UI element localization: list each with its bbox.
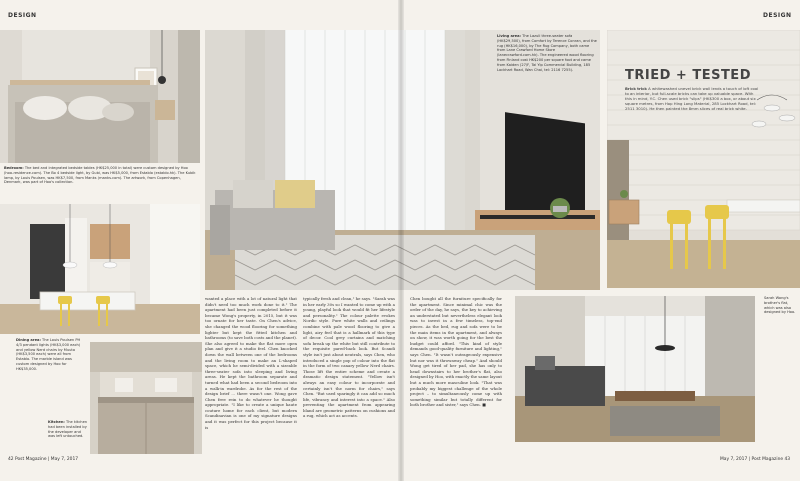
bedroom-caption-text: The bed and integrated bedside tables (HK$25,000 in total) were custom designed by Hoo (hoo-residence.com). The Bo 4 bedside light, by Gubi, was HK$5,000, from Establo (establo.hk). The Kubik lamp, by Louis Poulsen, was HK$7,500, from Manks (manks.com). The artwork, from Copenhagen, Denmark, was part of Hoo's collection.: [4, 166, 196, 185]
section-label-right: DESIGN: [763, 12, 792, 19]
dining-caption: [16, 338, 86, 372]
folio-right: May 7, 2017 | Post Magazine 43: [720, 457, 791, 462]
dining-photo: [0, 204, 200, 334]
tried-tested-text: A whitewashed unevel brick wall lends a touch of loft cool to an interior, but full-scale bricks can take up valuable space. With this in mind, Y.C. Chen used brick "slips" (HK$300 a box, or about six square metres, from Hop Hing Long Material, 285 Lockhart Road, tel: 2511 3010). He then painted the 8mm slices of real brick white.: [625, 86, 759, 111]
kitchen-caption-label: Kitchen:: [48, 420, 65, 424]
kitchen-illustration: [90, 342, 202, 454]
section-label-left: DESIGN: [8, 12, 37, 19]
bedroom-caption: [4, 166, 196, 185]
brother-flat-illustration: [515, 296, 755, 442]
body-column-1: wanted a place with a lot of natural light that didn't need too much work done to it." The apartment had been just completed before it became Wong's property, in 2015, but it was too ornate for her taste. On Chen's advice, she changed the wood flooring for something lighter but kept the fitted kitchen and bathrooms (to save both costs and the planet). She also agreed to make the flat more open plan and give it a studio feel. Chen knocked down the wall between one of the bedrooms and the living room to make an L-shaped space, which he semi-divided with a sizeable three-seater sofa into sleeping and living areas. He kept the bathroom separate and turned what had been a second bedroom into a walk-in wardrobe. As for the rest of the design brief ... there wasn't one. Wong gave Chen free rein to do whatever he thought appropriate. "I like to create a unique haute couture home for each client, but modern Scandinavian is one of my signature designs and it was perfect for this project because it is: [205, 296, 297, 430]
brother-flat-photo: [515, 296, 755, 442]
kitchen-photo: [90, 342, 202, 454]
living-caption: [497, 34, 597, 72]
sarah-flat-caption: Sarah Wong's brother's flat, which was also designed by Hoo.: [764, 296, 796, 315]
dining-illustration: [0, 204, 200, 334]
bedroom-illustration: [0, 30, 200, 163]
tried-tested-title: TRIED + TESTED: [625, 68, 751, 83]
folio-left: 42 Post Magazine | May 7, 2017: [8, 457, 79, 462]
living-caption-text: The Lazuli three-seater sofa (HK$29,500), from Comfort by Terence Conran, and the rug (HK$16,000), by The Rug Company, both came from Lane Crawford Home Store (lanecrawford.com.hk). The engineered wood flooring from Finland cost HK$200 per square foot and came from Kaiden (27/F, Tai Yip Commercial Building, 185 Lockhart Road, Wan Chai, tel: 2116 7255).: [497, 34, 597, 72]
bedroom-caption-label: Bedroom:: [4, 166, 24, 170]
tried-tested-body: [625, 86, 760, 111]
tried-tested-lead: Brick trick: [625, 86, 647, 91]
kitchen-caption-text: The kitchen had been installed by the developer and was left untouched.: [48, 420, 88, 439]
dining-caption-label: Dining area:: [16, 338, 41, 342]
bedroom-photo: [0, 30, 200, 163]
kitchen-caption: [48, 420, 88, 439]
living-caption-label: Living area:: [497, 34, 521, 38]
body-column-3: Chen bought all the furniture specifically for the apartment. Since minimal chic was the order of the day, he says, the key to achieving an understated but nevertheless elegant look was to invest in a few timeless, top-end pieces. As the bed, rug and sofa were to be the main items in the apartment, and always on show, it was worth going for the best the budget could afford. "This kind of style demands good-quality furniture and lighting," says Chen. "It wasn't outrageously expensive but nor was it throwaway cheap." And should Wong get tired of her pad, she has only to head downstairs to her brother's flat, also designed by Hoo, with exactly the same layout but a much more masculine look. "That was probably my biggest challenge of the whole project – to simultaneously come up with something similar but totally different for both brother and sister," says Chen. ■: [410, 296, 502, 408]
body-column-2: typically fresh and clean," he says. "Sarah was in her early 30s so I wanted to come up with a young, playful look that would fit her lifestyle and personality." The colour palette evokes Nordic style. Pure white walls and ceilings combine with pale wood flooring to give a light, airy feel that is a hallmark of this type of decor. Cool grey curtains and matching sofa break up the white but still contribute to the requisite pared-back look. But Scandi style isn't just about neutrals, says Chen, who introduced a single pop of colour into the flat in the form of two canary yellow Nerd chairs. Those lift the entire scheme and create a dramatic design statement. "Yellow isn't always an easy colour to incorporate and certainly isn't the norm for chairs," says Chen. "But used sparingly it can add so much life, vibrancy and interest into a space." Also preventing the apartment from appearing bland are geometric patterns on cushions and a rug, which act as accents.: [303, 296, 395, 419]
dining-caption-text: The Louis Poulsen PH 4/3 pendant lights (HK$3,000 each) and yellow Nerd chairs by Muuto (HK$3,500 each) were all from Establo. The marble island was custom designed by Hoo for HK$35,000.: [16, 338, 81, 371]
page-gutter: [398, 0, 404, 481]
